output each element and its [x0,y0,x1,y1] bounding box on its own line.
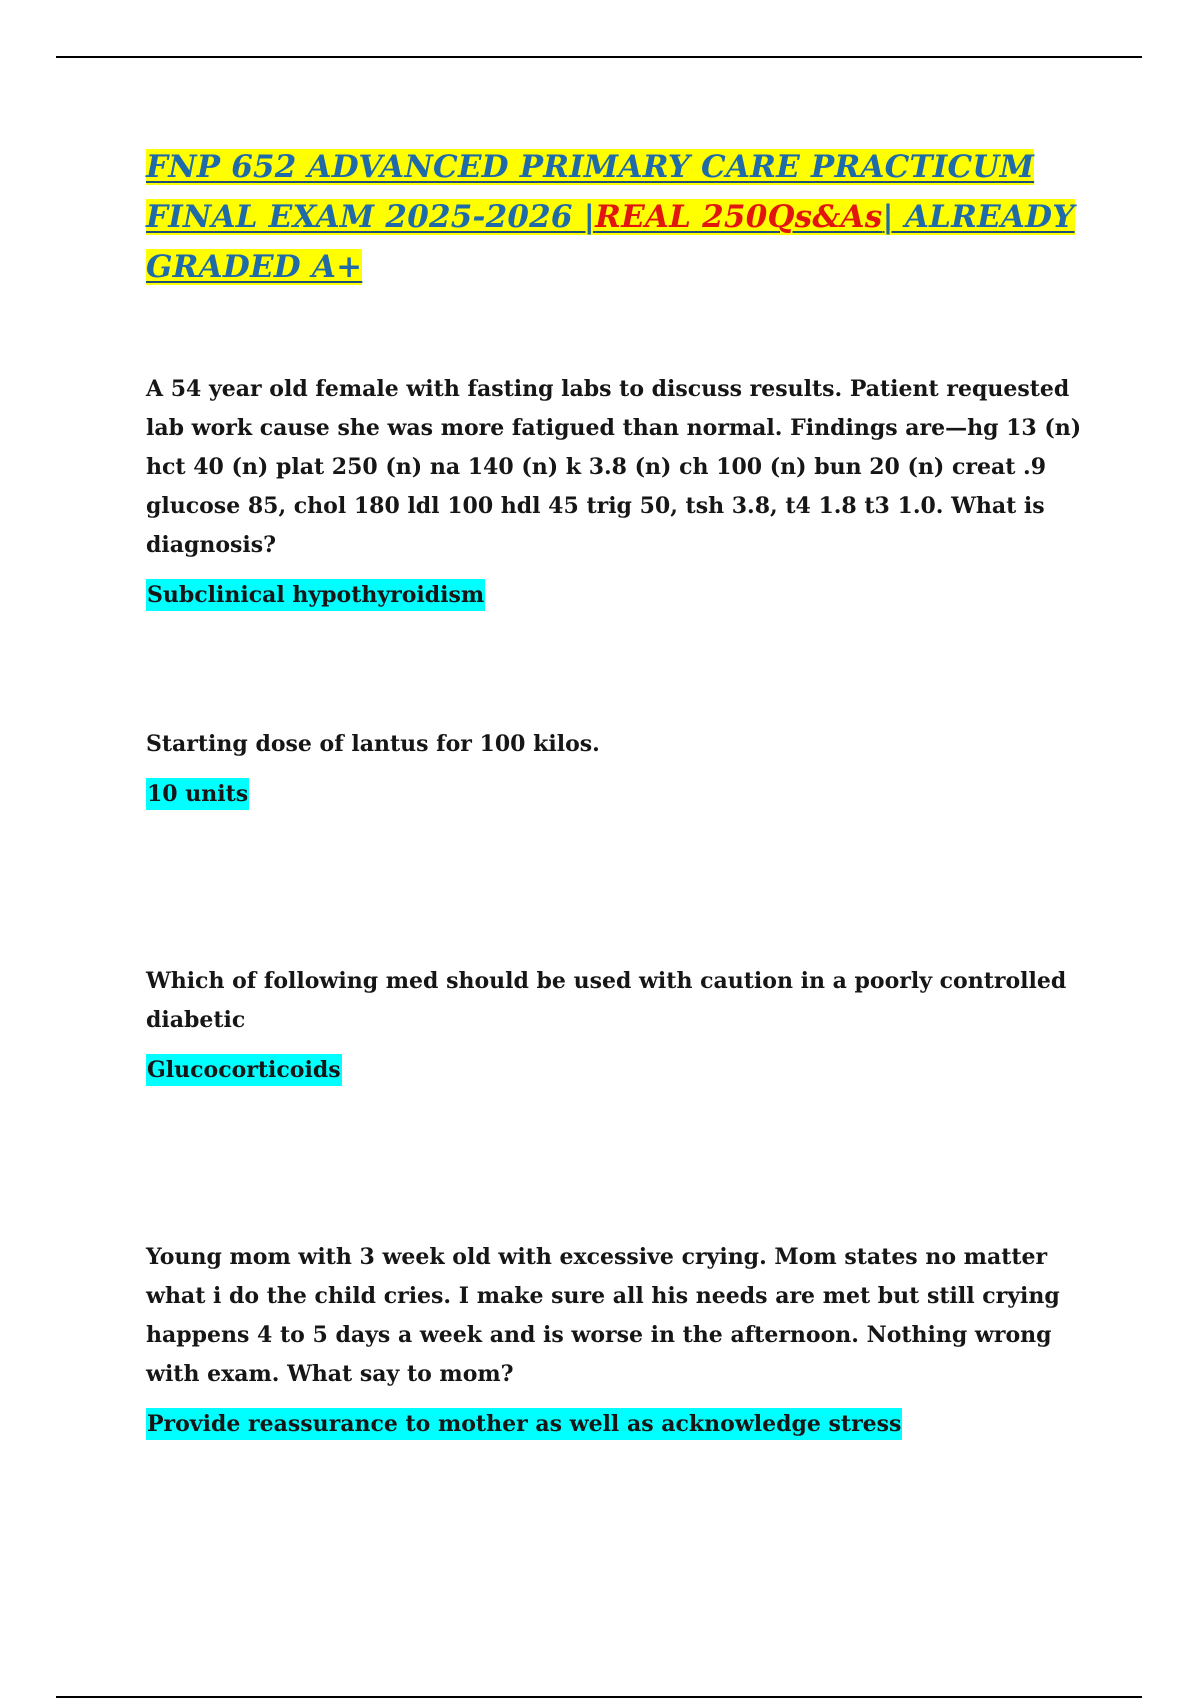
question-text: Which of following med should be used with caution in a poorly controlled diabetic [146,968,1067,1033]
question-text: Starting dose of lantus for 100 kilos. [146,731,600,757]
footer-rule [56,1696,1142,1698]
answer-highlight: 10 units [146,778,249,810]
qa-item [146,370,1086,611]
document-body [146,142,1086,292]
qa-item [146,725,1086,810]
qa-item [146,962,1086,1086]
title-part-1: FNP 652 ADVANCED PRIMARY CARE PRACTICUM FINAL EXAM 2025-2026 | [146,149,1035,235]
answer-highlight: Subclinical hypothyroidism [146,579,485,611]
header-rule [56,56,1142,58]
answer-highlight: Glucocorticoids [146,1054,342,1086]
qa-item [146,1238,1086,1440]
question-text: A 54 year old female with fasting labs to discuss results. Patient requested lab work cause she was more fatigued than normal. Findings are—hg 13 (n) hct 40 (n) plat 250 (n) na 140 (n) k 3.8 (n) ch 100 (n) bun 20 (n) creat .9 glucose 85, chol 180 ldl 100 hdl 45 trig 50, tsh 3.8, t4 1.8 t3 1.0. What is diagnosis? [146,376,1082,558]
title-part-2: REAL 250Qs&As [595,199,883,235]
answer-highlight: Provide reassurance to mother as well as acknowledge stress [146,1408,902,1440]
document-title [146,142,1086,292]
title-part-3: | ALREADY GRADED A+ [146,199,1075,285]
question-text: Young mom with 3 week old with excessive crying. Mom states no matter what i do the child cries. I make sure all his needs are met but still crying happens 4 to 5 days a week and is worse in the afternoon. Nothing wrong with exam. What say to mom? [146,1244,1060,1387]
